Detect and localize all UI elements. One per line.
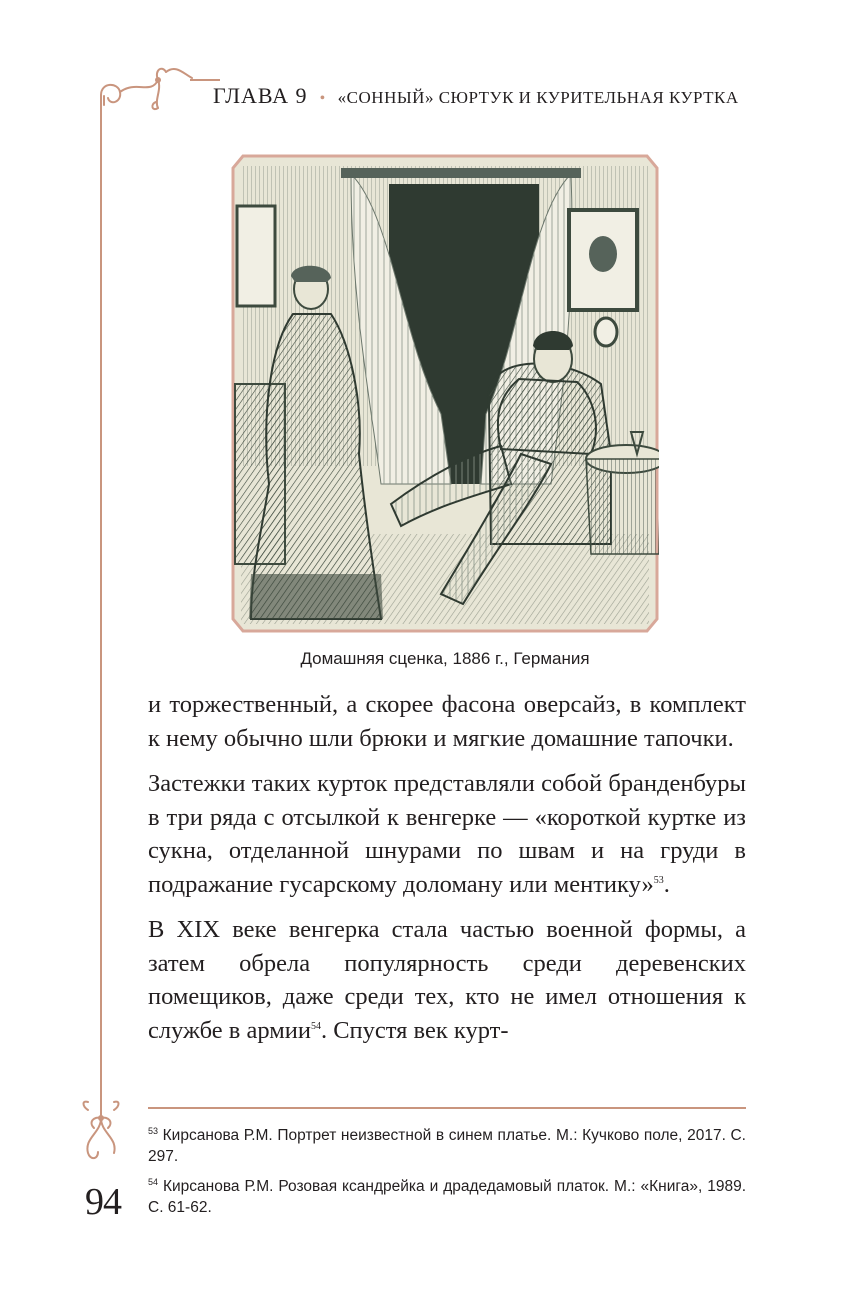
footnote-divider bbox=[148, 1107, 746, 1109]
top-flourish-icon bbox=[96, 60, 206, 120]
footnote bbox=[148, 1176, 746, 1218]
paragraph bbox=[148, 767, 746, 901]
footnote-number: 54 bbox=[148, 1176, 159, 1187]
footnote-ref-54[interactable]: 54 bbox=[310, 1020, 321, 1032]
header-separator: • bbox=[319, 90, 326, 107]
page-number: 94 bbox=[85, 1181, 121, 1223]
figure-caption: Домашняя сценка, 1886 г., Германия bbox=[300, 649, 590, 668]
footnote bbox=[148, 1125, 746, 1167]
footnote-ref-53[interactable]: 53 bbox=[653, 874, 664, 886]
paragraph-text-end: . bbox=[663, 870, 670, 898]
paragraph bbox=[148, 913, 746, 1047]
footnote-text: Кирсанова Р.М. Портрет неизвестной в синем платье. М.: Кучково поле, 2017. С. 297. bbox=[148, 1127, 746, 1165]
chapter-title: «СОННЫЙ» СЮРТУК И КУРИТЕЛЬНАЯ КУРТКА bbox=[337, 88, 739, 107]
paragraph bbox=[148, 688, 746, 755]
left-margin-rule bbox=[100, 95, 102, 1120]
paragraph-text-end: . Спустя век курт- bbox=[320, 1016, 509, 1044]
paragraph-text: и торжественный, а скорее фасона оверсайз, в комплект к нему обычно шли брюки и мягкие домашние тапочки. bbox=[148, 691, 746, 752]
bottom-flourish-icon bbox=[74, 1098, 134, 1178]
footnotes bbox=[148, 1125, 746, 1227]
main-text bbox=[148, 688, 746, 1059]
footnote-text: Кирсанова Р.М. Розовая ксандрейка и драдедамовый платок. М.: «Книга», 1989. С. 61-62. bbox=[148, 1178, 746, 1216]
chapter-label: ГЛАВА 9 bbox=[213, 83, 308, 108]
running-header bbox=[213, 83, 739, 109]
footnote-number: 53 bbox=[148, 1125, 159, 1136]
paragraph-text: В XIX веке венгерка стала частью военной формы, а затем обрела популярность среди деревенских помещиков, даже среди тех, кто не имел отношения к службе в армии bbox=[148, 916, 746, 1044]
paragraph-text: Застежки таких курток представляли собой бранденбуры в три ряда с отсылкой к венгерке — «короткой куртке из сукна, отделанной шнурами по швам и на груди в подражание гусарскому доломану или ментику» bbox=[148, 770, 746, 898]
engraving-illustration bbox=[231, 154, 659, 633]
